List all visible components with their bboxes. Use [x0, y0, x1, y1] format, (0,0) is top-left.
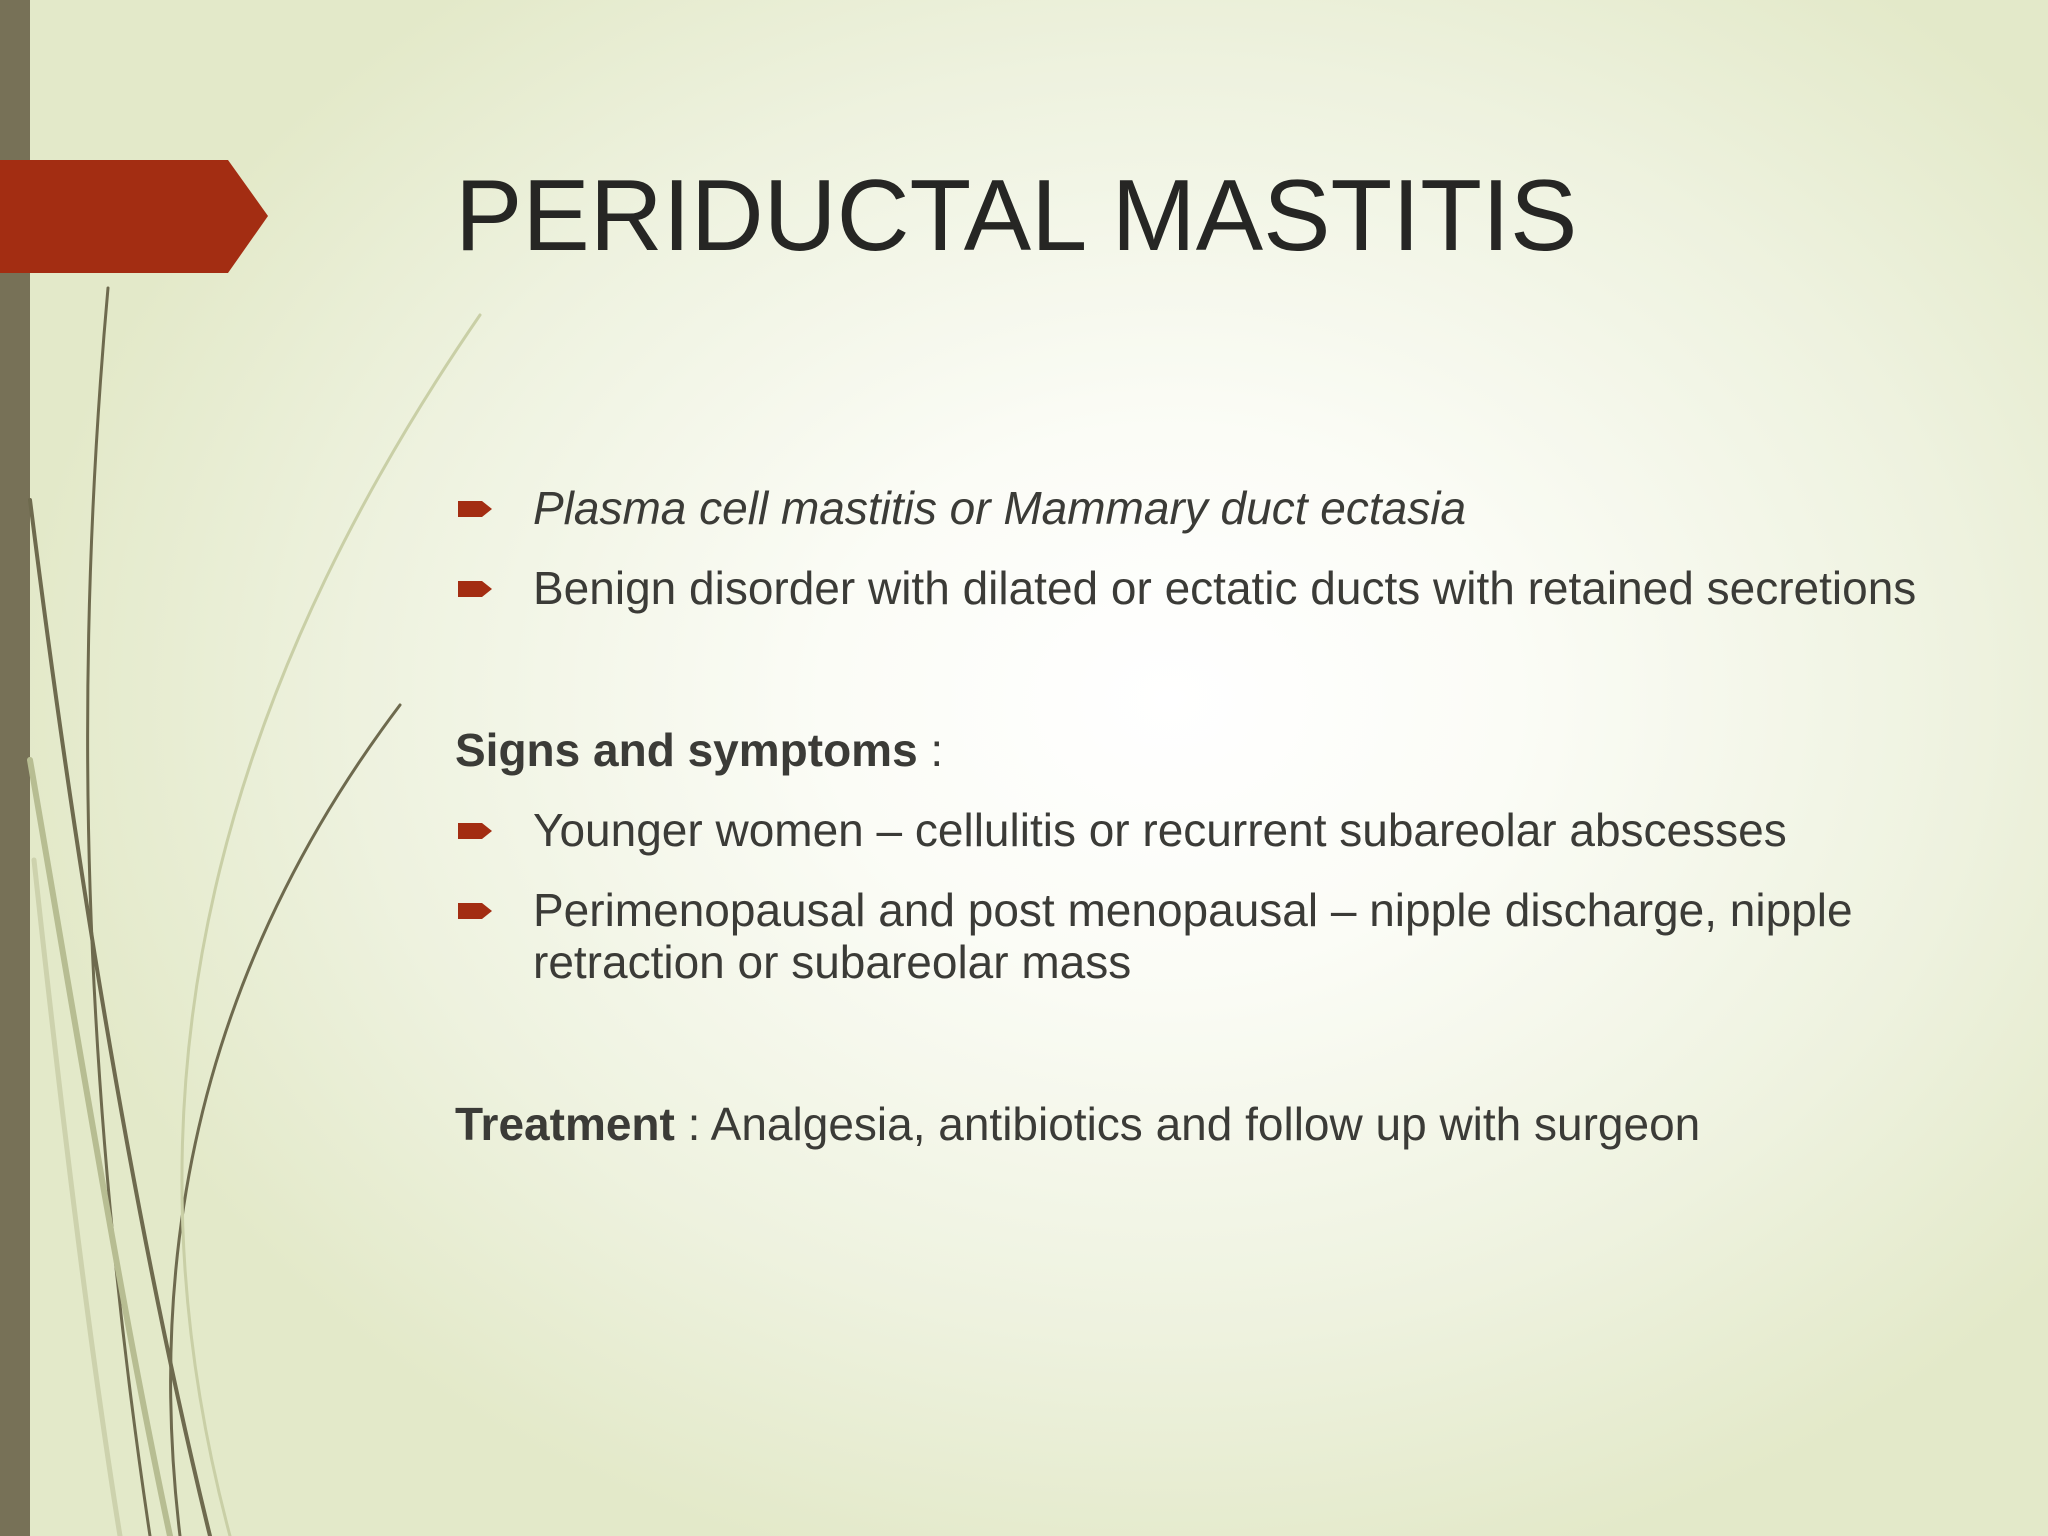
treatment-text: : Analgesia, antibiotics and follow up with surgeon — [674, 1098, 1701, 1150]
spacer — [455, 1016, 1955, 1098]
arrow-bullet-icon — [458, 821, 494, 841]
bullet-text: Perimenopausal and post menopausal – nipple discharge, nipple retraction or subareolar mass — [533, 884, 1853, 988]
bullet-text: Plasma cell mastitis or Mammary duct ectasia — [533, 482, 1467, 534]
signs-heading-separator: : — [917, 724, 944, 776]
treatment-label: Treatment — [455, 1098, 675, 1150]
bullet-text: Younger women – cellulitis or recurrent subareolar abscesses — [533, 804, 1787, 856]
arrow-bullet-icon — [458, 499, 494, 519]
bullet-text: Benign disorder with dilated or ectatic ducts with retained secretions — [533, 562, 1917, 614]
slide-title: PERIDUCTAL MASTITIS — [455, 160, 1578, 272]
arrow-bullet-icon — [458, 901, 494, 921]
bullet-item — [455, 884, 1955, 988]
bullet-item — [455, 562, 1955, 614]
arrow-bullet-icon — [458, 579, 494, 599]
bullet-item — [455, 804, 1955, 856]
spacer — [455, 642, 1955, 724]
bullet-item — [455, 482, 1955, 534]
treatment-line — [455, 1098, 1955, 1150]
signs-heading-label: Signs and symptoms — [455, 724, 918, 776]
slide-content — [455, 482, 1955, 1150]
title-arrow-shape — [0, 160, 268, 273]
signs-heading — [455, 724, 1955, 776]
